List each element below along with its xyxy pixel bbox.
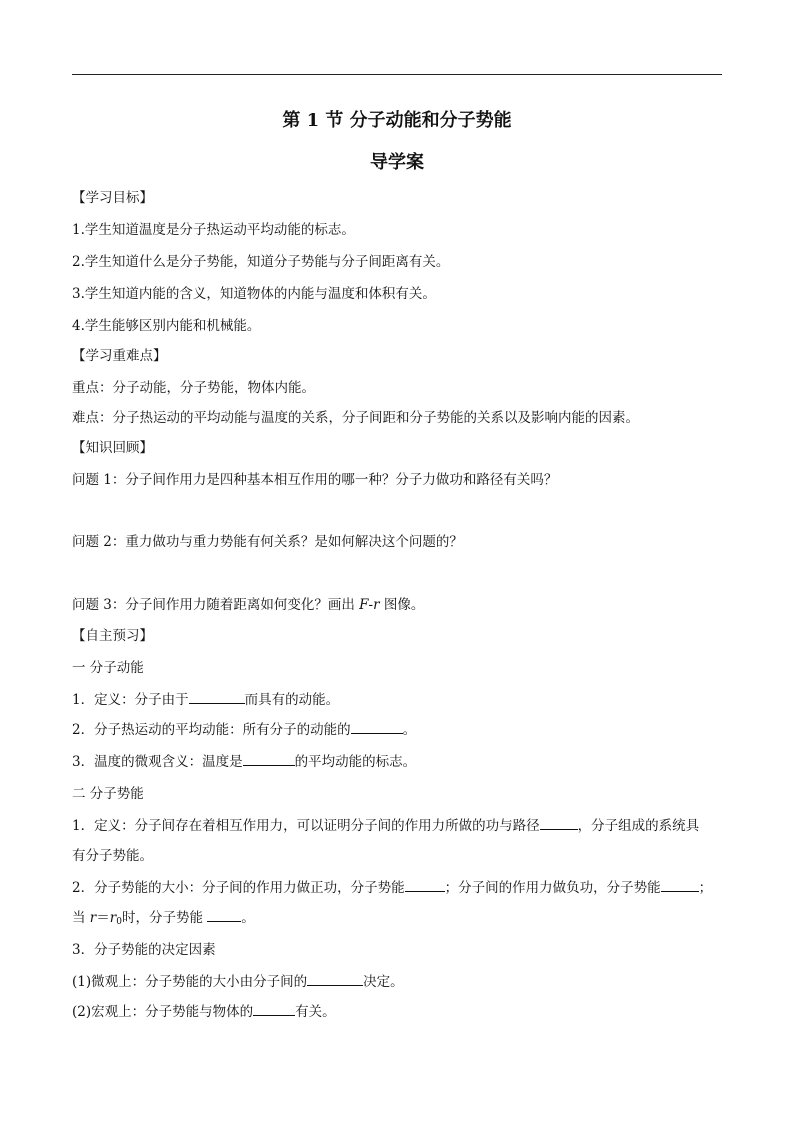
answer-blank[interactable] [207, 908, 241, 922]
fill-in-item: 1．定义：分子由于 而具有的动能。 [72, 692, 340, 708]
answer-blank[interactable] [243, 752, 295, 766]
answer-blank[interactable] [351, 720, 403, 734]
review-question-2: 问题 2：重力做功与重力势能有何关系？是如何解决这个问题的？ [72, 534, 463, 550]
fill-in-item: (2)宏观上：分子势能与物体的 有关。 [72, 1004, 336, 1020]
sub-heading: 3．分子势能的决定因素 [72, 942, 216, 958]
review-question-3: 问题 3：分子间作用力随着距离如何变化？画出 F-r 图像。 [72, 597, 425, 613]
fill-in-item: 1．定义：分子间存在着相互作用力，可以证明分子间的作用力所做的功与路径 ，分子组成的系统具 [72, 818, 700, 834]
part1-heading: 一 分子动能 [72, 660, 144, 676]
key-point: 难点：分子热运动的平均动能与温度的关系，分子间距和分子势能的关系以及影响内能的因素。 [72, 410, 639, 426]
fill-in-item-continued: 当 $r=r_0$时，分子势能 。 [72, 910, 255, 927]
goal-item: 4.学生能够区别内能和机械能。 [72, 318, 261, 334]
part2-heading: 二 分子势能 [72, 786, 144, 802]
fill-in-item: (1)微观上：分子势能的大小由分子间的 决定。 [72, 974, 404, 990]
key-heading: 【学习重难点】 [72, 348, 167, 364]
answer-blank[interactable] [540, 816, 578, 830]
answer-blank[interactable] [253, 1002, 295, 1016]
fill-in-item: 2．分子势能的大小：分子间的作用力做正功，分子势能 ；分子间的作用力做负功，分子势能 ； [72, 880, 713, 896]
answer-blank[interactable] [405, 878, 445, 892]
goal-item: 2.学生知道什么是分子势能，知道分子势能与分子间距离有关。 [72, 254, 450, 270]
goals-heading: 【学习目标】 [72, 190, 153, 206]
review-heading: 【知识回顾】 [72, 440, 153, 456]
fill-in-item-continued: 有分子势能。 [72, 848, 153, 864]
preview-heading: 【自主预习】 [72, 628, 153, 644]
goal-item: 3.学生知道内能的含义，知道物体的内能与温度和体积有关。 [72, 286, 436, 302]
review-question-1: 问题 1：分子间作用力是四种基本相互作用的哪一种？分子力做功和路径有关吗？ [72, 472, 558, 488]
answer-blank[interactable] [661, 878, 699, 892]
fill-in-item: 3．温度的微观含义：温度是 的平均动能的标志。 [72, 754, 417, 770]
page-subtitle: 导学案 [370, 152, 424, 173]
goal-item: 1.学生知道温度是分子热运动平均动能的标志。 [72, 222, 355, 238]
answer-blank[interactable] [307, 972, 363, 986]
fill-in-item: 2．分子热运动的平均动能：所有分子的动能的 。 [72, 722, 417, 738]
page-title: 第 1 节 分子动能和分子势能 [282, 110, 512, 131]
answer-blank[interactable] [189, 690, 245, 704]
key-point: 重点：分子动能，分子势能，物体内能。 [72, 380, 315, 396]
header-rule [72, 74, 722, 75]
